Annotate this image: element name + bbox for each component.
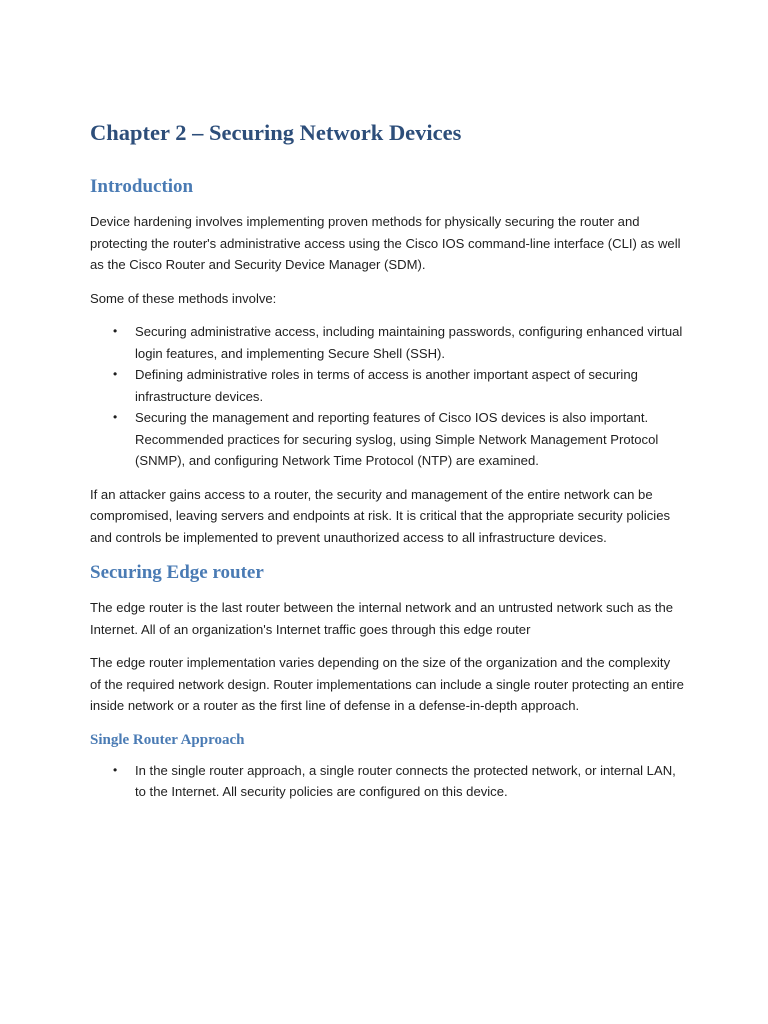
intro-paragraph-3: If an attacker gains access to a router, the security and management of the entire network can be compromised, leaving servers and endpoints at risk. It is critical that the appropriate security policies and controls be implemented to prevent unauthorized access to all infrastructure devices. (90, 486, 671, 545)
heading-securing-edge-router: Securing Edge router (90, 562, 264, 583)
intro-bullet-list (90, 321, 684, 472)
document-page (90, 118, 684, 815)
heading-introduction: Introduction (90, 176, 194, 197)
heading-single-router-approach: Single Router Approach (90, 731, 245, 748)
edge-paragraph-2: The edge router implementation varies depending on the size of the organization and the complexity of the required network design. Router implementations can include a single router protecting an entire inside network or a router as the first line of defense in a defense-in-depth approach. (90, 655, 684, 713)
list-item-text: In the single router approach, a single router connects the protected network, or internal LAN, to the Internet. All security policies are configured on this device. (135, 762, 676, 799)
bullet-icon: • (113, 367, 118, 381)
intro-paragraph-2: Some of these methods involve: (90, 290, 277, 306)
list-item-text: Securing administrative access, including maintaining passwords, configuring enhanced virtual login features, and implementing Secure Shell (SSH). (135, 324, 683, 361)
intro-paragraph-1: Device hardening involves implementing proven methods for physically securing the router and protecting the router's administrative access using the Cisco IOS command-line interface (CLI) as well as the Cisco Router and Security Device Manager (SDM). (90, 214, 681, 272)
list-item (90, 760, 684, 803)
list-item (90, 407, 684, 472)
list-item-text: Defining administrative roles in terms of access is another important aspect of securing infrastructure devices. (135, 367, 638, 404)
list-item-text: Securing the management and reporting features of Cisco IOS devices is also important. Recommended practices for securing syslog, using Simple Network Management Protocol (SNMP), and configuring Network Time Protocol (NTP) are examined. (135, 410, 659, 468)
edge-paragraph-1: The edge router is the last router between the internal network and an untrusted network such as the Internet. All of an organization's Internet traffic goes through this edge router (90, 600, 674, 637)
chapter-title: Chapter 2 – Securing Network Devices (90, 120, 462, 145)
list-item (90, 321, 684, 364)
bullet-icon: • (113, 762, 118, 777)
single-router-bullet-list (90, 760, 684, 803)
list-item (90, 364, 684, 407)
bullet-icon: • (113, 410, 118, 424)
bullet-icon: • (113, 324, 118, 338)
